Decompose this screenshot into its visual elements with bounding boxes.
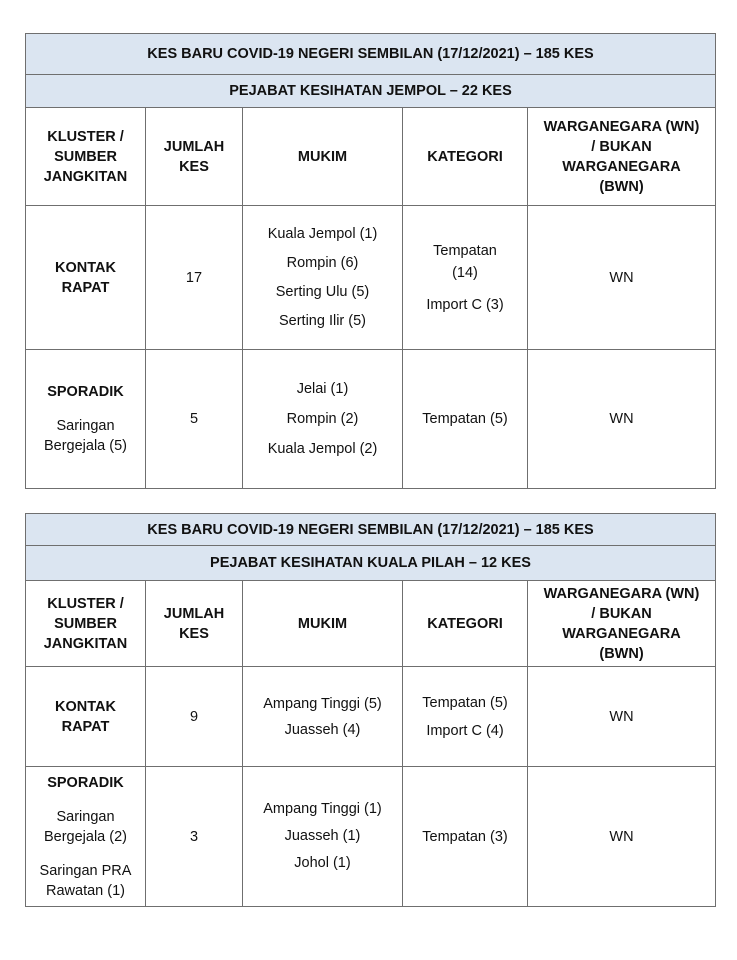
text-line: Ampang Tinggi (5) xyxy=(263,695,382,712)
text-line: KLUSTER / xyxy=(47,595,124,612)
text-line: WARGANEGARA (WN) xyxy=(543,118,700,135)
office-title: PEJABAT KESIHATAN JEMPOL – 22 KES xyxy=(26,75,716,108)
mukim-cell xyxy=(243,206,403,350)
kategori-cell xyxy=(403,350,528,489)
text-line: KONTAK xyxy=(55,698,116,715)
kluster-cell xyxy=(26,206,146,350)
header-mukim xyxy=(243,108,403,206)
text-line: WARGANEGARA xyxy=(562,158,681,175)
table-row xyxy=(26,206,716,350)
text-line: Import C (4) xyxy=(426,722,504,739)
header-warga xyxy=(528,108,716,206)
text-line: SPORADIK xyxy=(47,384,124,400)
text-line: Tempatan (3) xyxy=(422,828,508,845)
text-line: Saringan xyxy=(56,418,115,434)
table-row xyxy=(26,667,716,767)
text-line: / BUKAN xyxy=(591,605,652,622)
text-line: WARGANEGARA xyxy=(562,625,681,642)
text-line: Kuala Jempol (1) xyxy=(267,225,378,242)
text-line: Saringan PRA xyxy=(39,862,132,879)
text-line: Rompin (6) xyxy=(286,254,359,271)
header-kluster xyxy=(26,581,146,667)
header-row xyxy=(26,581,716,667)
text-line: Johol (1) xyxy=(294,855,351,871)
table-title: KES BARU COVID-19 NEGERI SEMBILAN (17/12/2021) – 185 KES xyxy=(26,514,716,546)
text-line: Jelai (1) xyxy=(296,381,349,397)
header-mukim xyxy=(243,581,403,667)
text-line: Bergejala (5) xyxy=(43,438,127,454)
kluster-cell xyxy=(26,350,146,489)
header-warga xyxy=(528,581,716,667)
table-row xyxy=(26,767,716,907)
text-line: KATEGORI xyxy=(427,148,503,165)
jumlah-cell: 9 xyxy=(146,667,243,767)
text-line: (14) xyxy=(452,264,478,281)
text-line: Serting Ulu (5) xyxy=(275,283,370,300)
text-line: JUMLAH xyxy=(163,605,225,622)
text-line: KES xyxy=(179,158,209,175)
text-line: SPORADIK xyxy=(47,774,124,791)
text-line: MUKIM xyxy=(297,148,348,165)
text-line: Bergejala (2) xyxy=(43,828,127,845)
text-line: Tempatan (5) xyxy=(422,694,508,711)
text-line: Import C (3) xyxy=(426,296,504,313)
text-line: Tempatan (5) xyxy=(422,411,508,427)
text-line: KONTAK xyxy=(55,259,116,276)
kluster-cell xyxy=(26,767,146,907)
text-line: (BWN) xyxy=(599,178,644,195)
text-line: Rompin (2) xyxy=(286,411,359,427)
jumlah-cell: 3 xyxy=(146,767,243,907)
header-jumlah xyxy=(146,581,243,667)
text-line: RAPAT xyxy=(61,718,110,735)
header-kategori xyxy=(403,581,528,667)
table-title: KES BARU COVID-19 NEGERI SEMBILAN (17/12/2021) – 185 KES xyxy=(26,34,716,75)
kluster-cell xyxy=(26,667,146,767)
text-line: JANGKITAN xyxy=(43,635,128,652)
warga-cell: WN xyxy=(528,667,716,767)
kategori-cell xyxy=(403,206,528,350)
text-line: Serting Ilir (5) xyxy=(278,312,367,329)
text-line: Saringan xyxy=(56,808,115,825)
mukim-cell xyxy=(243,350,403,489)
text-line: MUKIM xyxy=(297,615,348,632)
text-line: WARGANEGARA (WN) xyxy=(543,585,700,602)
text-line: SUMBER xyxy=(54,615,117,632)
office-title: PEJABAT KESIHATAN KUALA PILAH – 12 KES xyxy=(26,546,716,581)
mukim-cell xyxy=(243,667,403,767)
text-line: JANGKITAN xyxy=(43,168,128,185)
mukim-cell xyxy=(243,767,403,907)
text-line: Rawatan (1) xyxy=(46,882,125,899)
text-line: Juasseh (4) xyxy=(284,721,361,738)
jumlah-cell: 17 xyxy=(146,206,243,350)
text-line: KLUSTER / xyxy=(47,128,124,145)
kuala-pilah-cases-table xyxy=(25,513,716,907)
jumlah-cell: 5 xyxy=(146,350,243,489)
text-line: (BWN) xyxy=(599,645,644,662)
table-row xyxy=(26,350,716,489)
text-line: / BUKAN xyxy=(591,138,652,155)
kategori-cell xyxy=(403,767,528,907)
kategori-cell xyxy=(403,667,528,767)
text-line: SUMBER xyxy=(54,148,117,165)
jempol-cases-table xyxy=(25,33,716,489)
header-jumlah xyxy=(146,108,243,206)
text-line: Tempatan xyxy=(433,242,497,259)
warga-cell: WN xyxy=(528,350,716,489)
header-row xyxy=(26,108,716,206)
text-line: Juasseh (1) xyxy=(284,828,361,844)
header-kluster xyxy=(26,108,146,206)
warga-cell: WN xyxy=(528,206,716,350)
text-line: KATEGORI xyxy=(427,615,503,632)
header-kategori xyxy=(403,108,528,206)
text-line: KES xyxy=(179,625,209,642)
text-line: Ampang Tinggi (1) xyxy=(263,801,382,817)
text-line: JUMLAH xyxy=(163,138,225,155)
text-line: Kuala Jempol (2) xyxy=(267,441,378,457)
warga-cell: WN xyxy=(528,767,716,907)
text-line: RAPAT xyxy=(61,279,110,296)
